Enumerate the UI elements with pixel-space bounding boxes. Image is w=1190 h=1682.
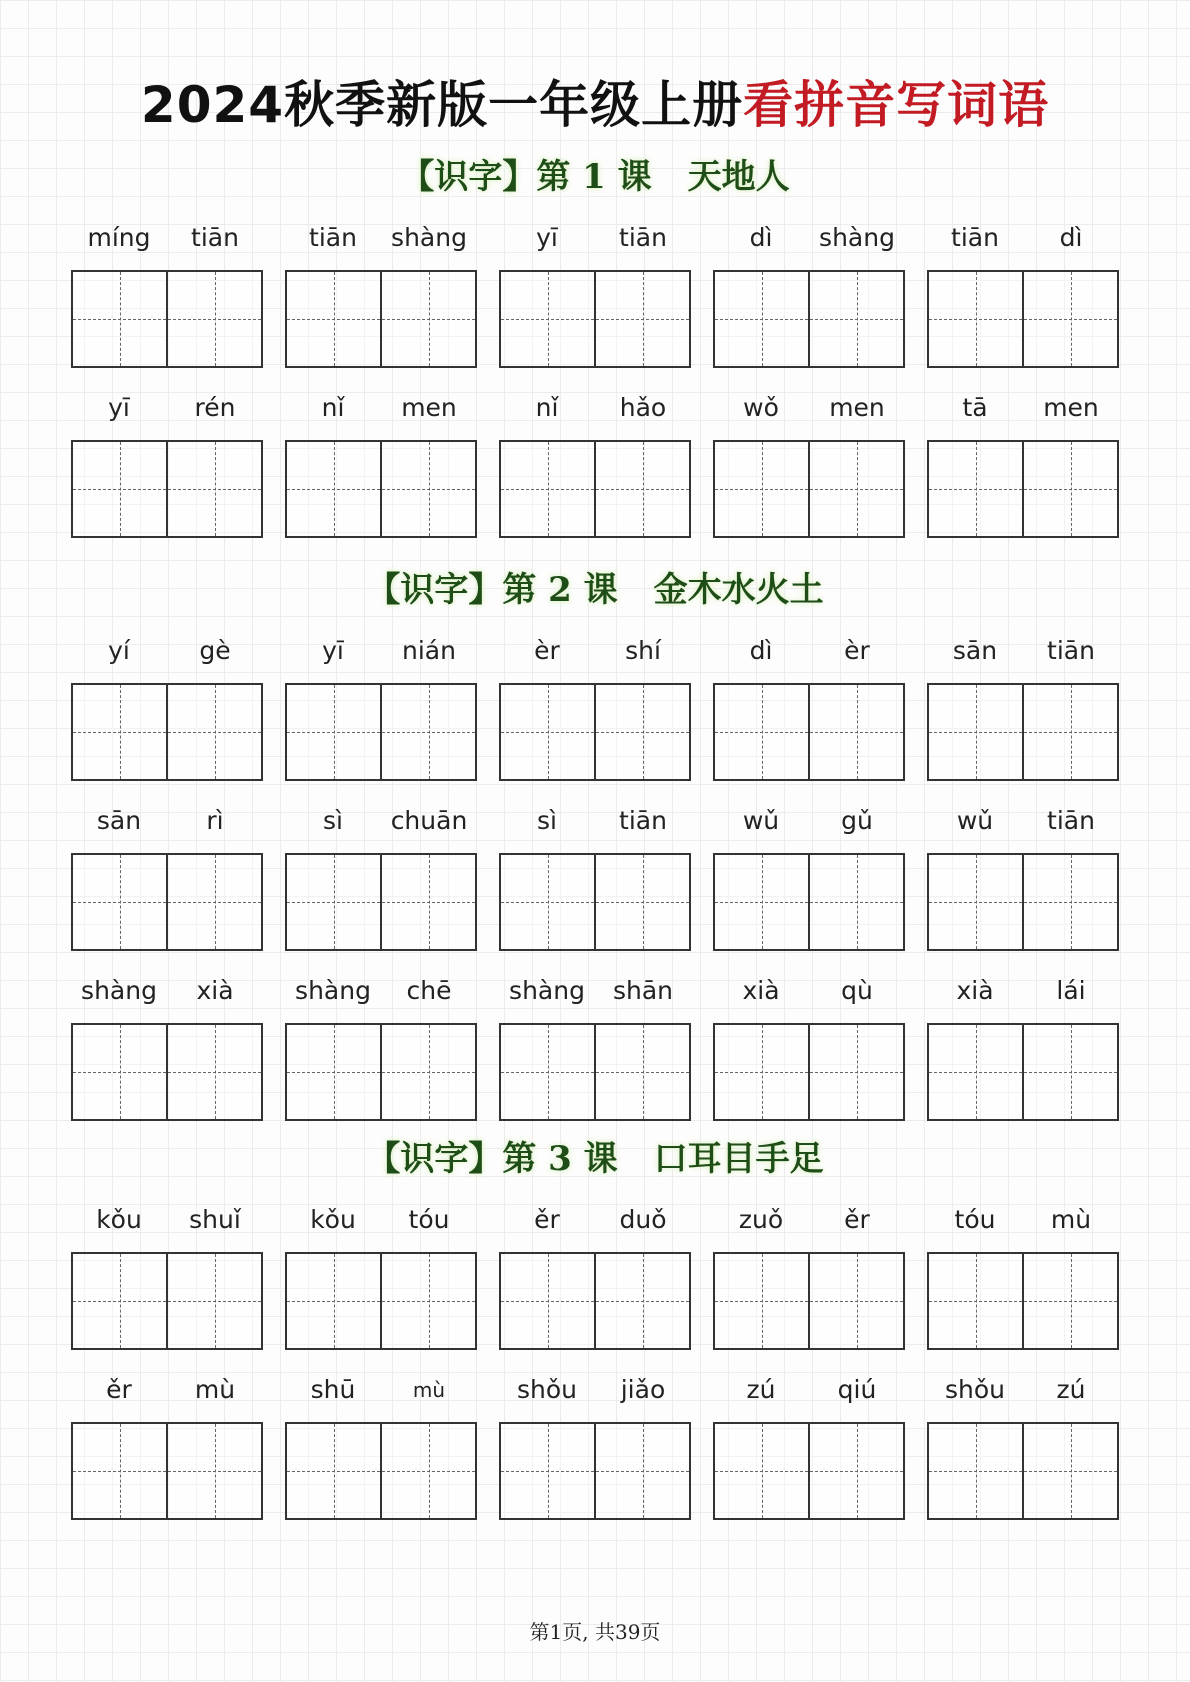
tianzige-cell[interactable] — [929, 685, 1022, 779]
lesson-tag: 【识字】第 3 课 — [366, 1139, 618, 1179]
tianzige-cell[interactable] — [808, 272, 903, 366]
tianzige-cell[interactable] — [715, 1254, 808, 1348]
pinyin-label: men — [401, 393, 457, 422]
tianzige-cell[interactable] — [594, 272, 689, 366]
pinyin-label: shǒu — [516, 1375, 577, 1404]
writing-box-pair[interactable] — [713, 440, 905, 538]
writing-box-pair[interactable] — [499, 1422, 691, 1520]
tianzige-cell[interactable] — [929, 855, 1022, 949]
writing-box-pair[interactable] — [285, 853, 477, 951]
lesson-name: 金木水火土 — [653, 570, 824, 610]
tianzige-cell[interactable] — [594, 1254, 689, 1348]
pinyin-label: zuǒ — [738, 1205, 784, 1234]
tianzige-cell[interactable] — [166, 442, 261, 536]
page-footer: 第1页, 共39页 — [529, 1620, 661, 1644]
tianzige-cell[interactable] — [1022, 1424, 1117, 1518]
tianzige-cell[interactable] — [715, 1025, 808, 1119]
pinyin-label: mù — [194, 1375, 236, 1404]
tianzige-cell[interactable] — [1022, 685, 1117, 779]
writing-box-pair[interactable] — [499, 270, 691, 368]
pinyin-label: shuǐ — [189, 1205, 241, 1234]
tianzige-cell[interactable] — [501, 1254, 594, 1348]
tianzige-cell[interactable] — [380, 1254, 475, 1348]
pinyin-label: tiān — [619, 223, 667, 252]
pinyin-label: sān — [952, 636, 998, 665]
pinyin-label: yī — [108, 393, 130, 422]
tianzige-cell[interactable] — [594, 1424, 689, 1518]
page-title — [0, 70, 1190, 140]
tianzige-cell[interactable] — [808, 1025, 903, 1119]
pinyin-label: tiān — [1047, 806, 1095, 835]
tianzige-cell[interactable] — [929, 272, 1022, 366]
tianzige-cell[interactable] — [594, 1025, 689, 1119]
tianzige-cell[interactable] — [287, 1424, 380, 1518]
tianzige-cell[interactable] — [166, 1254, 261, 1348]
writing-box-pair[interactable] — [927, 1023, 1119, 1121]
lesson-heading — [0, 565, 1190, 615]
pinyin-label: èr — [534, 636, 560, 665]
tianzige-cell[interactable] — [287, 685, 380, 779]
pinyin-label: ěr — [534, 1205, 560, 1234]
tianzige-cell[interactable] — [166, 1424, 261, 1518]
tianzige-cell[interactable] — [594, 855, 689, 949]
pinyin-label: zú — [1056, 1375, 1086, 1404]
pinyin-label: men — [829, 393, 885, 422]
pinyin-label: duǒ — [619, 1205, 667, 1234]
pinyin-label: wǔ — [956, 806, 994, 835]
pinyin-label: kǒu — [96, 1205, 142, 1234]
tianzige-cell[interactable] — [808, 1254, 903, 1348]
pinyin-label: shàng — [295, 976, 371, 1005]
tianzige-cell[interactable] — [501, 1424, 594, 1518]
title-highlight: 看拼音写词语 — [743, 76, 1050, 134]
lesson-tag: 【识字】第 2 课 — [366, 570, 618, 610]
pinyin-label: gǔ — [841, 806, 873, 835]
tianzige-cell[interactable] — [380, 272, 475, 366]
writing-box-pair[interactable] — [499, 1252, 691, 1350]
pinyin-label: shàng — [391, 223, 467, 252]
writing-box-pair[interactable] — [71, 270, 263, 368]
pinyin-label: tóu — [954, 1205, 996, 1234]
tianzige-cell[interactable] — [501, 442, 594, 536]
pinyin-label: yī — [322, 636, 344, 665]
writing-box-pair[interactable] — [71, 1422, 263, 1520]
pinyin-label: shū — [310, 1375, 356, 1404]
tianzige-cell[interactable] — [166, 272, 261, 366]
pinyin-label: kǒu — [310, 1205, 356, 1234]
pinyin-label: sān — [96, 806, 142, 835]
pinyin-label: rì — [206, 806, 224, 835]
pinyin-label: nǐ — [535, 393, 559, 422]
tianzige-cell[interactable] — [73, 685, 166, 779]
tianzige-cell[interactable] — [73, 442, 166, 536]
lesson-heading — [0, 1134, 1190, 1184]
writing-box-pair[interactable] — [71, 440, 263, 538]
tianzige-cell[interactable] — [1022, 442, 1117, 536]
tianzige-cell[interactable] — [715, 1424, 808, 1518]
tianzige-cell[interactable] — [287, 272, 380, 366]
writing-box-pair[interactable] — [713, 853, 905, 951]
pinyin-label: míng — [87, 223, 151, 252]
tianzige-cell[interactable] — [501, 685, 594, 779]
pinyin-label: jiǎo — [620, 1375, 666, 1404]
pinyin-label: nián — [402, 636, 456, 665]
pinyin-label: shān — [612, 976, 674, 1005]
pinyin-label: chuān — [390, 806, 468, 835]
tianzige-cell[interactable] — [1022, 855, 1117, 949]
tianzige-cell[interactable] — [73, 1025, 166, 1119]
tianzige-cell[interactable] — [808, 442, 903, 536]
lesson-tag: 【识字】第 1 课 — [400, 157, 652, 197]
tianzige-cell[interactable] — [73, 1424, 166, 1518]
pinyin-label: shàng — [819, 223, 895, 252]
tianzige-cell[interactable] — [287, 855, 380, 949]
tianzige-cell[interactable] — [715, 685, 808, 779]
tianzige-cell[interactable] — [166, 685, 261, 779]
tianzige-cell[interactable] — [929, 1254, 1022, 1348]
pinyin-label: shàng — [509, 976, 585, 1005]
pinyin-label: dì — [749, 223, 773, 252]
tianzige-cell[interactable] — [380, 442, 475, 536]
tianzige-cell[interactable] — [73, 855, 166, 949]
lesson-heading — [0, 152, 1190, 202]
tianzige-cell[interactable] — [501, 272, 594, 366]
pinyin-label: ěr — [106, 1375, 132, 1404]
tianzige-cell[interactable] — [1022, 272, 1117, 366]
writing-box-pair[interactable] — [713, 270, 905, 368]
pinyin-label: mù — [412, 1378, 446, 1402]
writing-box-pair[interactable] — [927, 1252, 1119, 1350]
writing-box-pair[interactable] — [927, 440, 1119, 538]
writing-box-pair[interactable] — [499, 683, 691, 781]
tianzige-cell[interactable] — [287, 442, 380, 536]
tianzige-cell[interactable] — [929, 1424, 1022, 1518]
pinyin-label: chē — [406, 976, 452, 1005]
pinyin-label: nǐ — [321, 393, 345, 422]
tianzige-cell[interactable] — [380, 685, 475, 779]
writing-box-pair[interactable] — [927, 270, 1119, 368]
writing-box-pair[interactable] — [71, 683, 263, 781]
pinyin-label: dì — [1059, 223, 1083, 252]
writing-box-pair[interactable] — [713, 1252, 905, 1350]
writing-box-pair[interactable] — [285, 683, 477, 781]
pinyin-label: shǒu — [944, 1375, 1005, 1404]
writing-box-pair[interactable] — [285, 1023, 477, 1121]
pinyin-label: xià — [742, 976, 780, 1005]
tianzige-cell[interactable] — [808, 1424, 903, 1518]
pinyin-label: yī — [536, 223, 558, 252]
pinyin-label: tiān — [951, 223, 999, 252]
pinyin-label: mù — [1050, 1205, 1092, 1234]
pinyin-label: tiān — [191, 223, 239, 252]
tianzige-cell[interactable] — [501, 855, 594, 949]
pinyin-label: xià — [956, 976, 994, 1005]
writing-box-pair[interactable] — [71, 1252, 263, 1350]
tianzige-cell[interactable] — [808, 855, 903, 949]
tianzige-cell[interactable] — [1022, 1025, 1117, 1119]
tianzige-cell[interactable] — [715, 855, 808, 949]
writing-box-pair[interactable] — [499, 1023, 691, 1121]
pinyin-label: tóu — [408, 1205, 450, 1234]
pinyin-label: tiān — [619, 806, 667, 835]
tianzige-cell[interactable] — [287, 1254, 380, 1348]
writing-box-pair[interactable] — [285, 270, 477, 368]
tianzige-cell[interactable] — [1022, 1254, 1117, 1348]
pinyin-label: xià — [196, 976, 234, 1005]
pinyin-label: wǒ — [743, 393, 779, 422]
writing-box-pair[interactable] — [927, 1422, 1119, 1520]
pinyin-label: wǔ — [742, 806, 780, 835]
tianzige-cell[interactable] — [73, 272, 166, 366]
writing-box-pair[interactable] — [713, 1023, 905, 1121]
lesson-name: 口耳目手足 — [653, 1139, 824, 1179]
writing-box-pair[interactable] — [285, 440, 477, 538]
writing-box-pair[interactable] — [927, 683, 1119, 781]
tianzige-cell[interactable] — [594, 685, 689, 779]
pinyin-label: tiān — [309, 223, 357, 252]
title-main: 2024秋季新版一年级上册 — [140, 76, 744, 134]
pinyin-label: sì — [537, 806, 557, 835]
tianzige-cell[interactable] — [808, 685, 903, 779]
pinyin-label: gè — [199, 636, 231, 665]
tianzige-cell[interactable] — [715, 442, 808, 536]
pinyin-label: tā — [962, 393, 988, 422]
tianzige-cell[interactable] — [594, 442, 689, 536]
writing-box-pair[interactable] — [71, 1023, 263, 1121]
writing-box-pair[interactable] — [285, 1252, 477, 1350]
tianzige-cell[interactable] — [73, 1254, 166, 1348]
tianzige-cell[interactable] — [501, 1025, 594, 1119]
writing-box-pair[interactable] — [713, 1422, 905, 1520]
pinyin-label: rén — [194, 393, 236, 422]
pinyin-label: sì — [323, 806, 343, 835]
pinyin-label: dì — [749, 636, 773, 665]
tianzige-cell[interactable] — [166, 855, 261, 949]
writing-box-pair[interactable] — [285, 1422, 477, 1520]
pinyin-label: qù — [841, 976, 873, 1005]
tianzige-cell[interactable] — [929, 1025, 1022, 1119]
pinyin-label: zú — [746, 1375, 776, 1404]
pinyin-label: hǎo — [619, 393, 667, 422]
pinyin-label: qiú — [837, 1375, 877, 1404]
tianzige-cell[interactable] — [166, 1025, 261, 1119]
pinyin-label: èr — [844, 636, 870, 665]
tianzige-cell[interactable] — [380, 1424, 475, 1518]
lesson-name: 天地人 — [687, 157, 790, 197]
writing-box-pair[interactable] — [927, 853, 1119, 951]
pinyin-label: shí — [625, 636, 661, 665]
tianzige-cell[interactable] — [287, 1025, 380, 1119]
pinyin-label: shàng — [81, 976, 157, 1005]
tianzige-cell[interactable] — [929, 442, 1022, 536]
pinyin-label: yí — [108, 636, 130, 665]
tianzige-cell[interactable] — [380, 855, 475, 949]
pinyin-label: ěr — [844, 1205, 870, 1234]
writing-box-pair[interactable] — [499, 853, 691, 951]
writing-box-pair[interactable] — [713, 683, 905, 781]
pinyin-label: lái — [1056, 976, 1086, 1005]
writing-box-pair[interactable] — [71, 853, 263, 951]
pinyin-label: men — [1043, 393, 1099, 422]
tianzige-cell[interactable] — [380, 1025, 475, 1119]
tianzige-cell[interactable] — [715, 272, 808, 366]
writing-box-pair[interactable] — [499, 440, 691, 538]
pinyin-label: tiān — [1047, 636, 1095, 665]
